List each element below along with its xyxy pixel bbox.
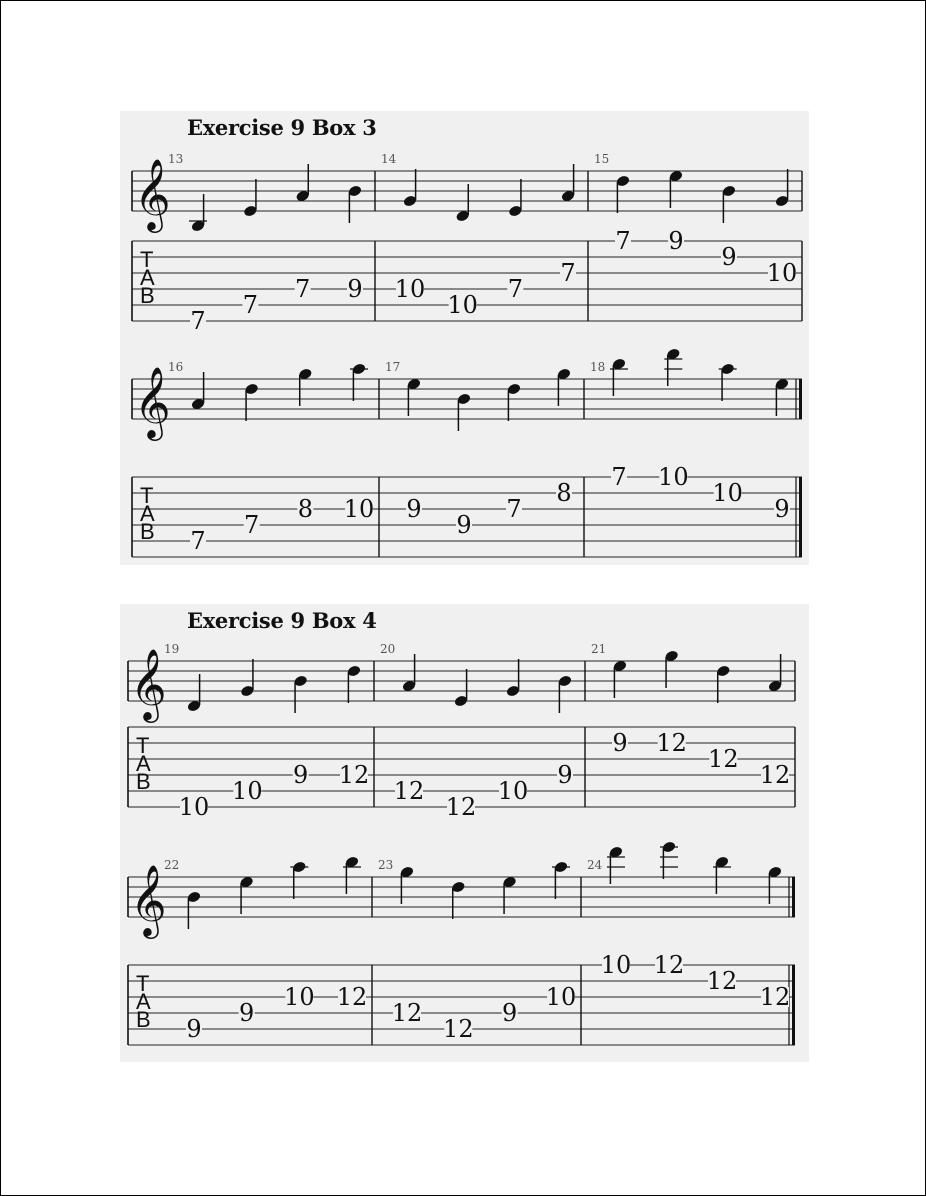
tab-letter: B (140, 519, 155, 544)
system-box3-2 (132, 347, 802, 557)
system-box3-1 (132, 152, 802, 335)
fret-number: 7 (190, 527, 206, 555)
fret-number: 9 (668, 227, 684, 255)
measure-number: 24 (587, 858, 603, 872)
fret-number: 9 (239, 999, 255, 1027)
fret-number: 10 (343, 495, 375, 523)
fret-number: 9 (293, 761, 309, 789)
exercise-panel-box4 (120, 604, 809, 1062)
fret-number: 10 (712, 479, 743, 507)
fret-number: 9 (502, 999, 518, 1027)
fret-number: 9 (347, 275, 363, 303)
fret-number: 10 (447, 291, 478, 319)
fret-number: 12 (336, 983, 368, 1011)
measure-number: 20 (380, 642, 396, 656)
measure-number: 21 (591, 642, 607, 656)
fret-number: 9 (612, 729, 628, 757)
measure-number: 13 (168, 152, 184, 166)
measure-number: 14 (381, 152, 397, 166)
fret-number: 7 (242, 291, 258, 319)
fret-number: 9 (456, 511, 472, 539)
measure-number: 19 (164, 642, 180, 656)
tab-letter: T (140, 483, 154, 508)
system-box4-1 (128, 642, 795, 821)
system-box4-2 (128, 840, 795, 1045)
fret-number: 8 (297, 495, 313, 523)
fret-number: 12 (656, 729, 687, 757)
tab-letter: B (140, 283, 155, 308)
tab-letter: T (136, 733, 150, 758)
fret-number: 10 (497, 777, 529, 805)
final-barline (792, 965, 795, 1045)
measure-number: 22 (164, 858, 180, 872)
fret-number: 10 (658, 463, 689, 491)
tab-letter: A (140, 265, 155, 290)
fret-number: 10 (284, 983, 315, 1011)
fret-number: 10 (600, 951, 632, 979)
fret-number: 7 (295, 275, 311, 303)
fret-number: 12 (706, 967, 738, 995)
fret-number: 9 (721, 243, 737, 271)
measure-number: 17 (385, 360, 401, 374)
treble-clef-icon: 𝄞 (134, 157, 171, 230)
final-barline (792, 877, 795, 917)
fret-number: 7 (244, 511, 260, 539)
tab-letter: T (140, 247, 154, 272)
tab-letter: B (136, 1007, 151, 1032)
exercise-title: Exercise 9 Box 3 (187, 115, 377, 140)
tab-letter: A (136, 989, 151, 1014)
fret-number: 7 (560, 259, 576, 287)
fret-number: 7 (507, 275, 523, 303)
measure-number: 18 (590, 360, 606, 374)
score-box3 (120, 111, 809, 565)
measure-number: 15 (594, 152, 610, 166)
measure-number: 16 (168, 360, 184, 374)
fret-number: 9 (774, 495, 790, 523)
tab-letter: B (136, 769, 151, 794)
fret-number: 12 (708, 745, 739, 773)
measure-number: 23 (378, 858, 394, 872)
fret-number: 7 (506, 495, 522, 523)
fret-number: 9 (186, 1015, 202, 1043)
fret-number: 10 (178, 793, 210, 821)
tab-letter: T (136, 971, 150, 996)
exercise-title: Exercise 9 Box 4 (187, 608, 377, 633)
fret-number: 12 (443, 1015, 474, 1043)
final-barline (799, 379, 802, 419)
fret-number: 12 (759, 761, 791, 789)
fret-number: 10 (394, 275, 426, 303)
treble-clef-icon: 𝄞 (130, 647, 167, 720)
fret-number: 7 (190, 307, 206, 335)
fret-number: 12 (338, 761, 370, 789)
fret-number: 10 (545, 983, 577, 1011)
fret-number: 12 (653, 951, 685, 979)
fret-number: 8 (556, 479, 572, 507)
fret-number: 10 (232, 777, 263, 805)
fret-number: 12 (445, 793, 477, 821)
final-barline (799, 477, 802, 557)
fret-number: 7 (611, 463, 627, 491)
tab-letter: A (140, 501, 155, 526)
fret-number: 9 (406, 495, 422, 523)
exercise-panel-box3 (120, 111, 809, 565)
fret-number: 9 (557, 761, 573, 789)
fret-number: 12 (391, 999, 423, 1027)
score-box4 (120, 604, 809, 1062)
treble-clef-icon: 𝄞 (130, 863, 167, 936)
treble-clef-icon: 𝄞 (134, 365, 171, 438)
fret-number: 7 (615, 227, 631, 255)
tab-letter: A (136, 751, 151, 776)
fret-number: 12 (393, 777, 425, 805)
fret-number: 10 (766, 259, 798, 287)
fret-number: 12 (759, 983, 791, 1011)
